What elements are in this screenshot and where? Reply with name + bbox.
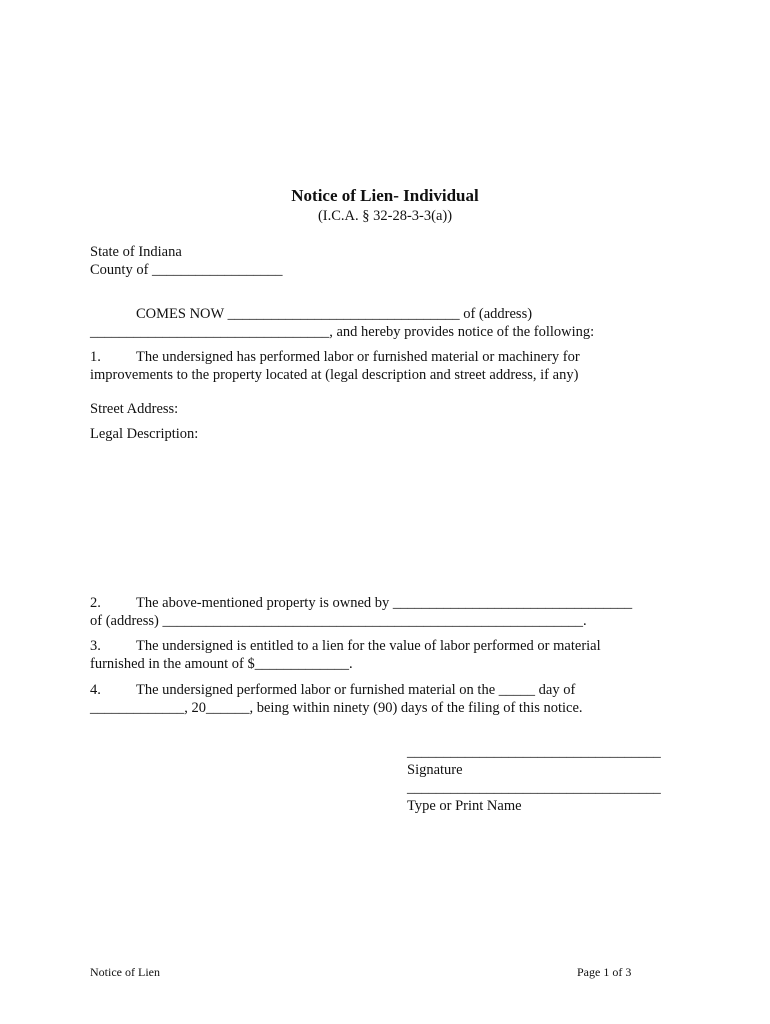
signature-label: Signature <box>407 762 463 778</box>
comes-now-line: COMES NOW ________________________________ of (address) <box>136 306 533 322</box>
item-1-line1: The undersigned has performed labor or furnished material or machinery for <box>136 349 580 365</box>
street-address-label: Street Address: <box>90 401 179 417</box>
legal-description-label: Legal Description: <box>90 426 199 442</box>
item-4-number: 4. <box>90 682 101 698</box>
signature-rule: ___________________________________ <box>407 744 661 760</box>
item-1-line2: improvements to the property located at (legal description and street address, if any) <box>90 367 579 383</box>
print-name-rule: ___________________________________ <box>407 780 661 796</box>
item-4-line1: The undersigned performed labor or furnished material on the _____ day of <box>136 682 576 698</box>
item-3-number: 3. <box>90 638 101 654</box>
item-1-number: 1. <box>90 349 101 365</box>
document-title: Notice of Lien- Individual <box>291 186 479 205</box>
state-line: State of Indiana <box>90 244 182 260</box>
item-3-line2: furnished in the amount of $_____________. <box>90 656 353 672</box>
item-3-line1: The undersigned is entitled to a lien for the value of labor performed or material <box>136 638 601 654</box>
comes-now-continuation: _________________________________, and hereby provides notice of the following: <box>90 324 595 340</box>
statute-citation: (I.C.A. § 32-28-3-3(a)) <box>317 208 453 224</box>
footer-page-number: Page 1 of 3 <box>577 965 632 979</box>
county-line: County of __________________ <box>90 262 283 278</box>
footer-left: Notice of Lien <box>90 965 160 979</box>
print-name-label: Type or Print Name <box>407 798 522 814</box>
item-2-number: 2. <box>90 595 101 611</box>
item-2-line1: The above-mentioned property is owned by _________________________________ <box>136 595 633 611</box>
item-2-line2: of (address) __________________________________________________________. <box>90 613 587 629</box>
item-4-line2: _____________, 20______, being within ninety (90) days of the filing of this notice. <box>90 700 583 716</box>
